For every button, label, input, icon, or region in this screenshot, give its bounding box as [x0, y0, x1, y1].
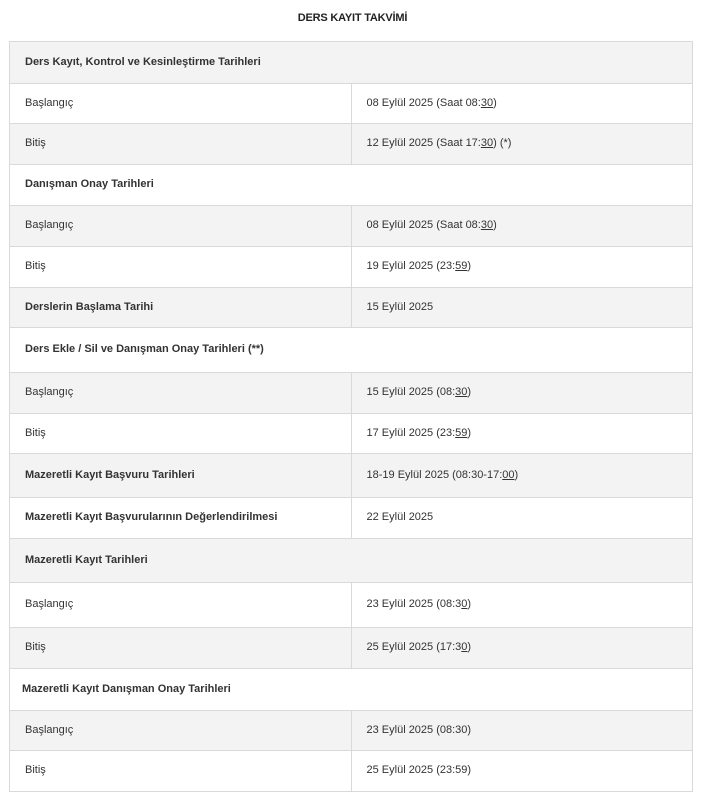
row-label: Başlangıç: [10, 711, 352, 751]
row-date-value: [351, 628, 693, 669]
row-label: Bitiş: [10, 751, 352, 792]
table-row: [10, 84, 693, 124]
date-text-underlined: 00: [502, 468, 515, 481]
registration-calendar-table: [9, 41, 693, 792]
row-label: Başlangıç: [10, 84, 352, 124]
date-text-underlined: 30: [480, 219, 494, 232]
section-header-row: [10, 539, 693, 583]
row-date-value: [351, 751, 693, 792]
table-row: [10, 454, 693, 498]
section-header-row: [10, 42, 693, 84]
date-text-underlined: 30: [455, 386, 468, 399]
date-text: 17 Eylül 2025 (23:: [366, 426, 456, 439]
date-text: 23 Eylül 2025 (08:30): [366, 723, 472, 736]
date-text-suffix: ): [467, 260, 472, 273]
row-label: Mazeretli Kayıt Başvurularının Değerlendirilmesi: [10, 498, 352, 539]
table-row: [10, 247, 693, 288]
date-text: 15 Eylül 2025: [366, 300, 434, 313]
date-text: 08 Eylül 2025 (Saat 08:: [366, 219, 481, 232]
date-text: 23 Eylül 2025 (08:3: [366, 598, 462, 611]
table-row: [10, 751, 693, 792]
table-row: [10, 498, 693, 539]
row-date-value: [351, 454, 693, 498]
row-label: Derslerin Başlama Tarihi: [10, 288, 352, 328]
date-text: 12 Eylül 2025 (Saat 17:: [366, 137, 481, 150]
table-row: [10, 124, 693, 165]
calendar-body: [10, 42, 693, 792]
section-title: Mazeretli Kayıt Danışman Onay Tarihleri: [10, 669, 693, 711]
date-text-underlined: 0: [461, 641, 468, 654]
date-text-suffix: ): [493, 96, 497, 109]
date-text-suffix: ) (*): [493, 137, 512, 150]
row-label: Bitiş: [10, 247, 352, 288]
date-text-underlined: 59: [455, 426, 468, 439]
date-text: 22 Eylül 2025: [366, 511, 434, 524]
row-label: Mazeretli Kayıt Başvuru Tarihleri: [10, 454, 352, 498]
page-title: DERS KAYIT TAKVİMİ: [297, 12, 408, 24]
date-text: 15 Eylül 2025 (08:: [366, 386, 456, 399]
date-text: 25 Eylül 2025 (23:59): [366, 764, 472, 777]
date-text-suffix: ): [493, 219, 497, 232]
row-date-value: [351, 84, 693, 124]
row-date-value: [351, 711, 693, 751]
date-text-suffix: ): [467, 386, 472, 399]
date-text: 25 Eylül 2025 (17:3: [366, 641, 462, 654]
table-row: [10, 711, 693, 751]
date-text-underlined: 30: [480, 96, 494, 109]
section-title: Ders Ekle / Sil ve Danışman Onay Tarihleri (**): [10, 328, 693, 373]
date-text-suffix: ): [467, 598, 472, 611]
section-header-row: [10, 165, 693, 206]
row-date-value: [351, 247, 693, 288]
row-date-value: [351, 498, 693, 539]
table-row: [10, 414, 693, 454]
table-row: [10, 628, 693, 669]
date-text-suffix: ): [514, 468, 519, 481]
row-label: Başlangıç: [10, 373, 352, 414]
row-label: Bitiş: [10, 124, 352, 165]
section-title: Ders Kayıt, Kontrol ve Kesinleştirme Tarihleri: [10, 42, 693, 84]
row-date-value: [351, 288, 693, 328]
section-title: Mazeretli Kayıt Tarihleri: [10, 539, 693, 583]
row-date-value: [351, 583, 693, 628]
date-text: 18-19 Eylül 2025 (08:30-17:: [366, 468, 503, 481]
date-text-underlined: 59: [455, 260, 468, 273]
table-row: [10, 583, 693, 628]
table-row: [10, 373, 693, 414]
section-header-row: [10, 328, 693, 373]
row-label: Bitiş: [10, 628, 352, 669]
section-header-row: [10, 669, 693, 711]
row-date-value: [351, 414, 693, 454]
section-title: Danışman Onay Tarihleri: [10, 165, 693, 206]
date-text-suffix: ): [467, 641, 472, 654]
date-text: 08 Eylül 2025 (Saat 08:: [366, 96, 481, 109]
date-text-suffix: ): [467, 426, 472, 439]
row-label: Bitiş: [10, 414, 352, 454]
row-label: Başlangıç: [10, 206, 352, 247]
date-text-underlined: 30: [480, 137, 494, 150]
table-row: [10, 288, 693, 328]
date-text: 19 Eylül 2025 (23:: [366, 260, 456, 273]
row-label: Başlangıç: [10, 583, 352, 628]
date-text-underlined: 0: [461, 598, 468, 611]
table-row: [10, 206, 693, 247]
row-date-value: [351, 206, 693, 247]
row-date-value: [351, 124, 693, 165]
row-date-value: [351, 373, 693, 414]
